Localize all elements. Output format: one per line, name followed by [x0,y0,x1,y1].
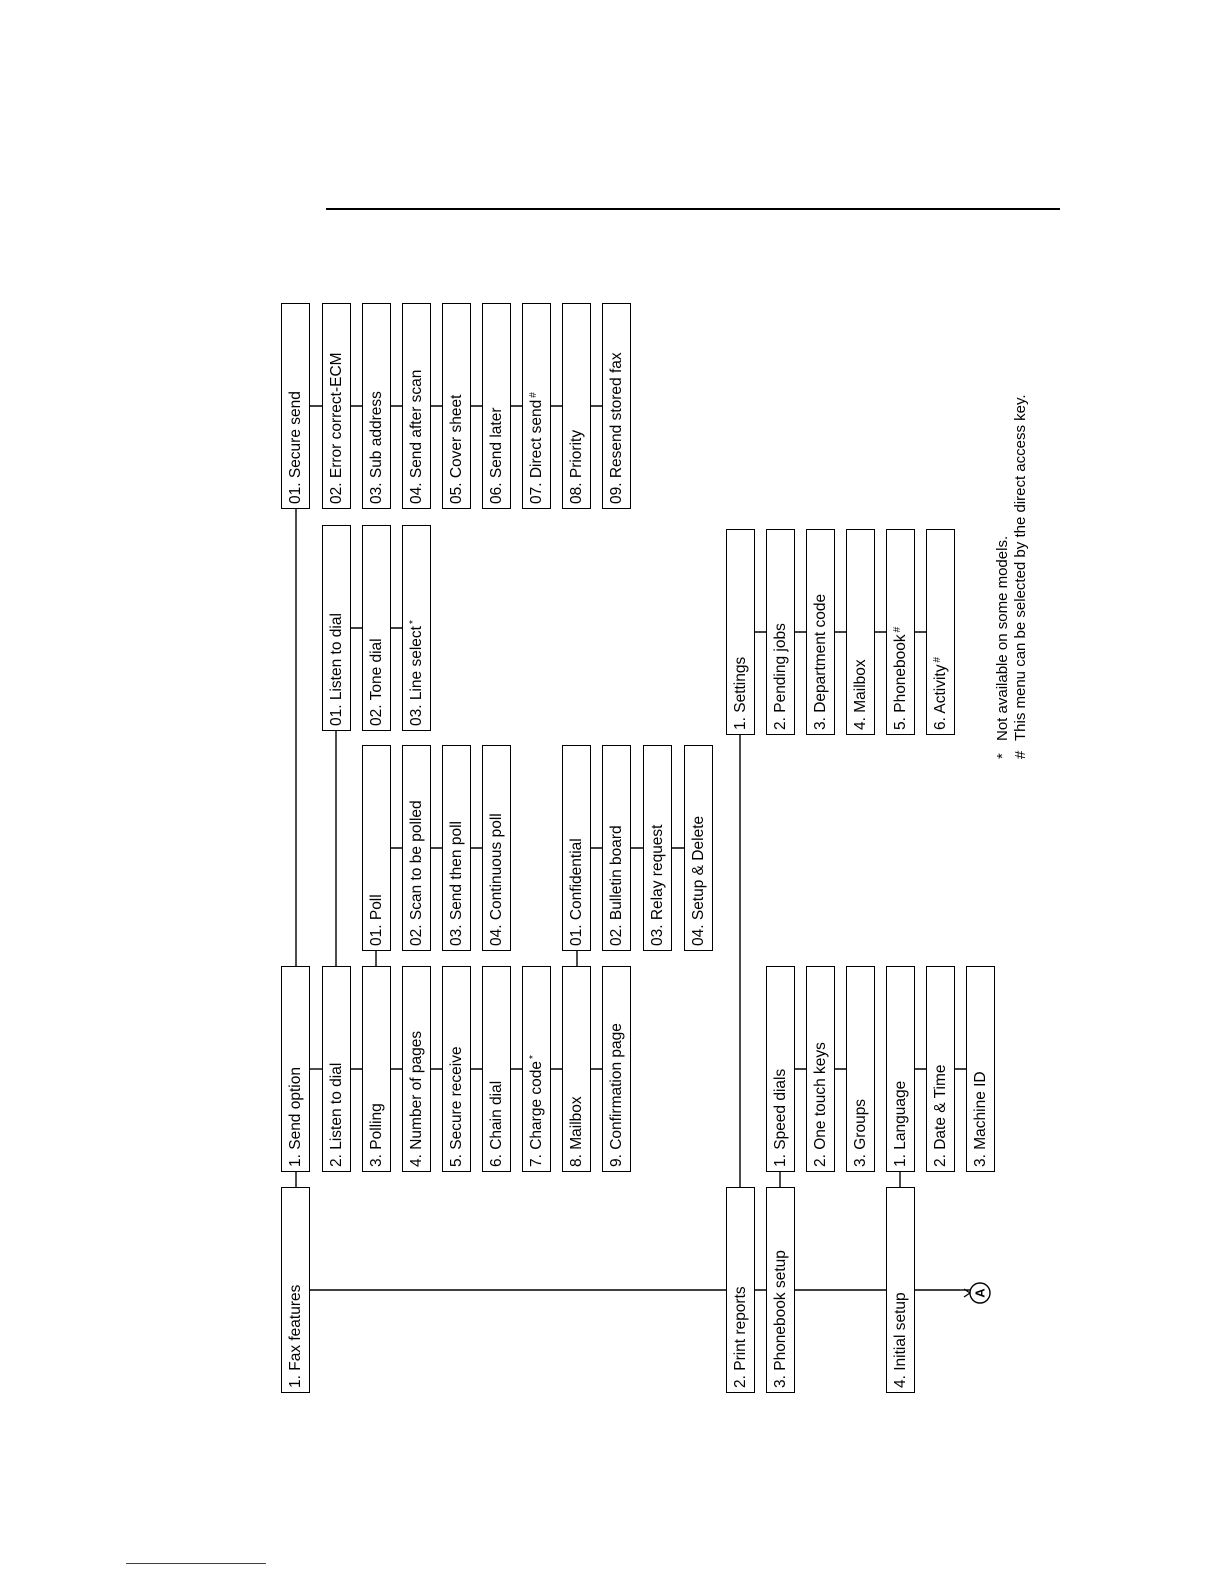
menu-label: 3. Department code [811,593,829,730]
menu-label: 2. Listen to dial [327,1062,345,1167]
menu-label: 8. Mailbox [567,1096,585,1167]
footnotes [990,289,1040,759]
menu-label: 5. Secure receive [447,1046,465,1167]
menu-label: 03. Line select* [407,620,425,726]
menu-box-s06 [482,303,511,509]
menu-label: 4. Initial setup [891,1292,909,1388]
menu-label: 01. Secure send [286,391,304,504]
menu-box-n13 [362,966,391,1172]
menu-box-i1 [886,966,915,1172]
menu-box-s03 [362,303,391,509]
menu-box-b1 [766,966,795,1172]
menu-box-b2 [806,966,835,1172]
menu-label: 2. Pending jobs [771,623,789,730]
menu-label: 02. Error correct-ECM [327,352,345,504]
menu-box-s04 [402,303,431,509]
menu-label: 03. Send then poll [447,821,465,946]
menu-label: 04. Send after scan [407,369,425,504]
menu-label: 1. Speed dials [771,1068,789,1167]
menu-label: 3. Machine ID [971,1071,989,1167]
menu-label: 04. Continuous poll [487,813,505,946]
menu-label: 02. Tone dial [367,638,385,726]
menu-box-s01 [281,303,310,509]
menu-box-m02 [602,745,631,951]
menu-box-n19 [602,966,631,1172]
menu-box-r3 [806,529,835,735]
menu-box-r2 [766,529,795,735]
menu-label: 04. Setup & Delete [689,815,707,946]
menu-label: 3. Polling [367,1103,385,1167]
footer-link-underline [126,1563,266,1564]
menu-label: 2. Date & Time [931,1064,949,1167]
connector-a-symbol [960,1273,1000,1313]
menu-box-s08 [562,303,591,509]
menu-label: 05. Cover sheet [447,394,465,504]
menu-box-l01 [322,525,351,731]
menu-label: 09. Resend stored fax [607,352,625,504]
menu-box-n15 [442,966,471,1172]
menu-box-p03 [442,745,471,951]
menu-box-n3 [766,1187,795,1393]
menu-box-b3 [846,966,875,1172]
menu-box-r6 [926,529,955,735]
menu-label: 08. Priority [567,429,585,504]
menu-label: 02. Bulletin board [607,825,625,946]
menu-box-r4 [846,529,875,735]
menu-label: 3. Phonebook setup [771,1250,789,1388]
menu-box-p02 [402,745,431,951]
menu-box-n1 [281,1187,310,1393]
menu-label: 01. Confidential [567,838,585,946]
connector-circle-icon [960,1273,1000,1313]
menu-label: 06. Send later [487,407,505,504]
menu-box-n11 [281,966,310,1172]
menu-label: 03. Sub address [367,391,385,504]
menu-label: 6. Chain dial [487,1080,505,1167]
menu-label: 01. Poll [367,894,385,946]
menu-box-m01 [562,745,591,951]
menu-label: 4. Mailbox [851,659,869,730]
menu-label: 1. Language [891,1080,909,1167]
menu-label: 02. Scan to be polled [407,800,425,946]
footnote-star: *Not available on some models. [994,535,1011,759]
menu-box-n12 [322,966,351,1172]
menu-box-i3 [966,966,995,1172]
menu-label: 1. Settings [731,656,749,730]
menu-box-n4 [886,1187,915,1393]
menu-box-n2 [726,1187,755,1393]
menu-label: 1. Fax features [286,1284,304,1388]
menu-box-n14 [402,966,431,1172]
menu-label: 6. Activity# [931,656,949,730]
menu-box-s05 [442,303,471,509]
menu-box-n18 [562,966,591,1172]
menu-label: 4. Number of pages [407,1030,425,1167]
menu-label: 1. Send option [286,1067,304,1167]
footnote-hash: #This menu can be selected by the direct access key. [1012,394,1029,759]
menu-label: 01. Listen to dial [327,613,345,726]
menu-box-n17 [522,966,551,1172]
menu-box-i2 [926,966,955,1172]
menu-label: 3. Groups [851,1098,869,1167]
menu-label: 9. Confirmation page [607,1023,625,1167]
menu-box-r1 [726,529,755,735]
menu-box-n16 [482,966,511,1172]
menu-box-l02 [362,525,391,731]
menu-box-s02 [322,303,351,509]
menu-label: 07. Direct send# [527,392,545,504]
menu-label: 03. Relay request [648,824,666,946]
connector-letter: A [972,1288,988,1298]
menu-box-m04 [684,745,713,951]
menu-box-r5 [886,529,915,735]
menu-box-m03 [643,745,672,951]
menu-label: 7. Charge code* [527,1055,545,1167]
menu-box-s09 [602,303,631,509]
menu-label: 5. Phonebook# [891,626,909,730]
menu-box-p01 [362,745,391,951]
menu-box-l03 [402,525,431,731]
menu-box-p04 [482,745,511,951]
menu-label: 2. Print reports [731,1286,749,1388]
menu-box-s07 [522,303,551,509]
menu-label: 2. One touch keys [811,1042,829,1167]
